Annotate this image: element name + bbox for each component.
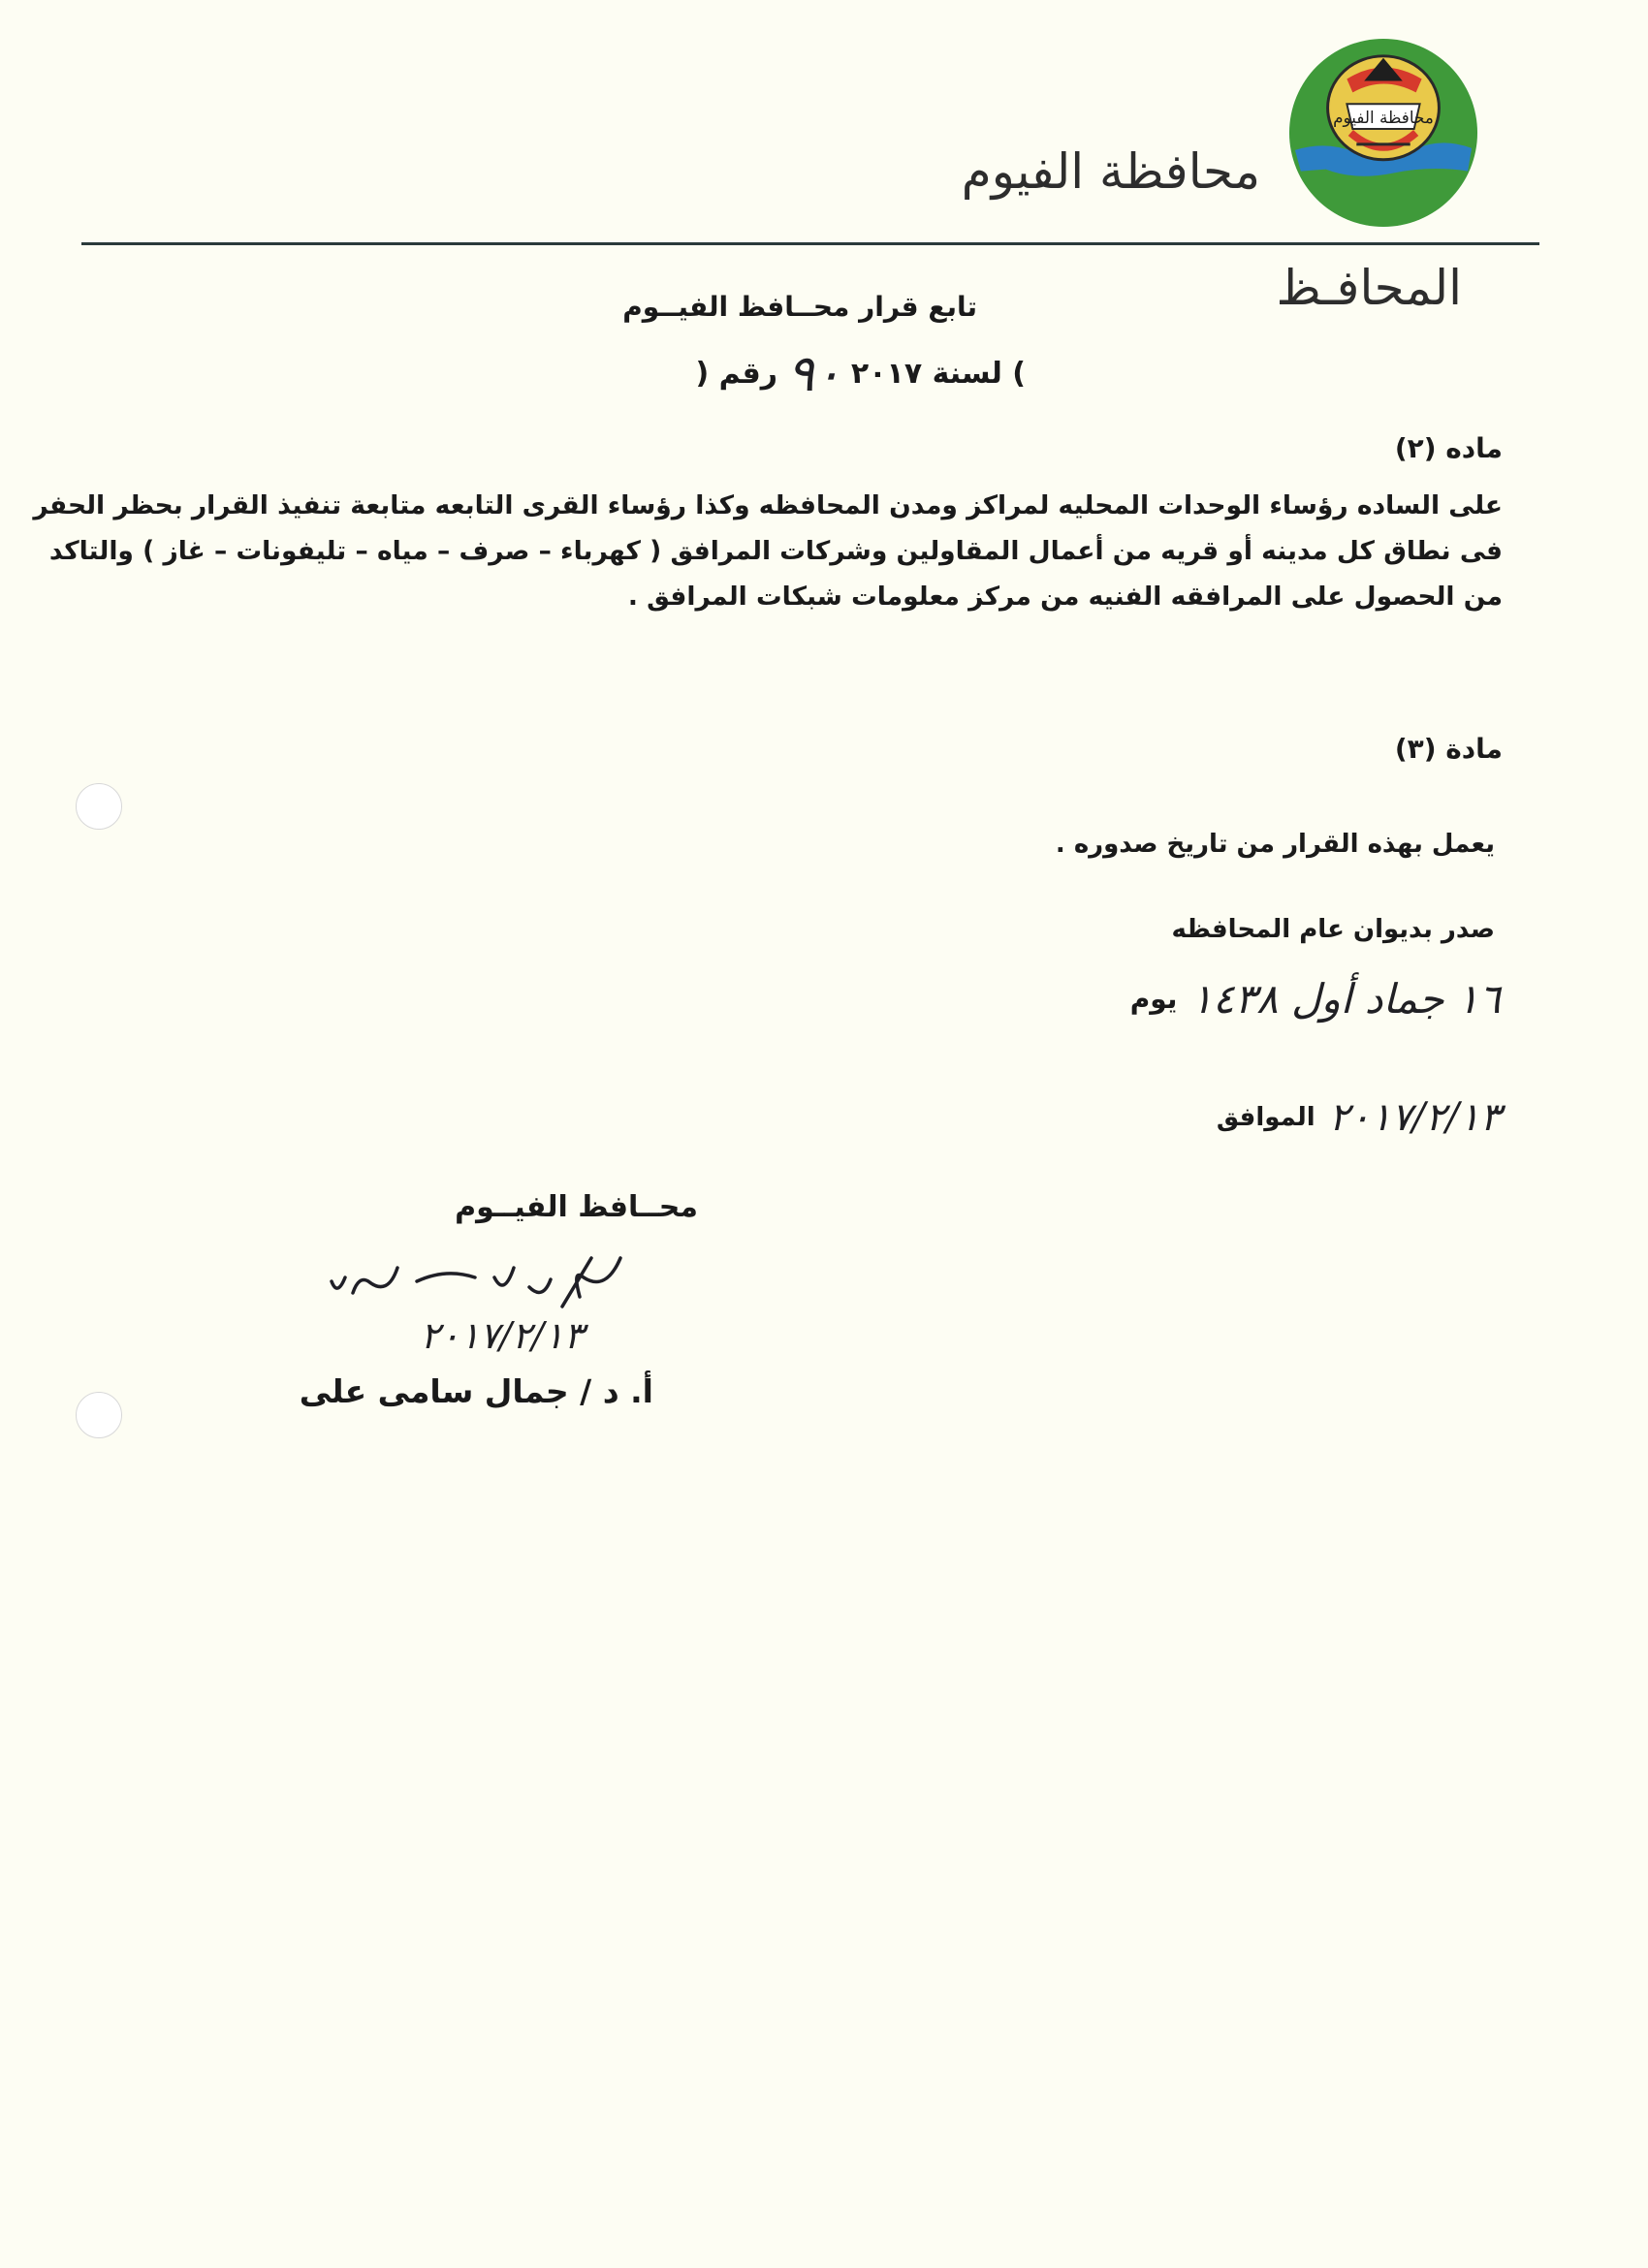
office-label: المحافـظ [1276,260,1462,316]
signatory-title: محــافظ الفيــوم [455,1190,698,1224]
article-2-line: فى نطاق كل مدينه أو قريه من أعمال المقاولين وشركات المرافق ( كهرباء – صرف – مياه – تليفونات – غاز ) والتاكد [48,536,1503,566]
gregorian-date-line [1217,1095,1501,1140]
handwritten-signature [330,1239,650,1326]
decree-number-handwritten: ٩٠ [787,344,841,403]
issued-at: صدر بديوان عام المحافظه [1171,915,1495,944]
article-3-heading: مادة (٣) [1394,733,1503,765]
hijri-date-line [1130,975,1501,1023]
signatory-name: أ. د / جمال سامى على [299,1372,653,1410]
equivalent-label: الموافق [1216,1103,1315,1132]
logo-text: محافظة الفيوم [1333,108,1434,128]
decree-number-prefix: رقم ( [695,357,778,391]
header-divider [81,242,1539,245]
governorate-title: محافظة الفيوم [961,143,1260,200]
hijri-date-handwritten: ١٦ جماد أول ١٤٣٨ [1190,975,1501,1023]
decree-number-suffix: ) لسنة ٢٠١٧ [850,357,1026,391]
article-2-line: على الساده رؤساء الوحدات المحليه لمراكز ومدن المحافظه وكذا رؤساء القرى التابعه متابعة تنفيذ القرار بحظر الحفر [33,490,1503,520]
gregorian-date-handwritten: ٢٠١٧/٢/١٣ [1328,1095,1501,1140]
article-2-line: من الحصول على المرافقه الفنيه من مركز معلومات شبكات المرافق . [627,582,1503,612]
article-2-heading: ماده (٢) [1394,432,1503,464]
punch-hole [76,1392,122,1438]
governorate-logo [1287,37,1479,229]
decree-subtitle: تابع قرار محــافظ الفيــوم [622,291,977,323]
signature-date-handwritten: ٢٠١٧/٢/١٣ [420,1314,584,1357]
day-label: يوم [1129,983,1178,1015]
decree-number-line [695,344,1026,403]
article-3-text: يعمل بهذه القرار من تاريخ صدوره . [1055,830,1495,859]
article-2-body [33,483,1503,619]
punch-hole [76,783,122,830]
